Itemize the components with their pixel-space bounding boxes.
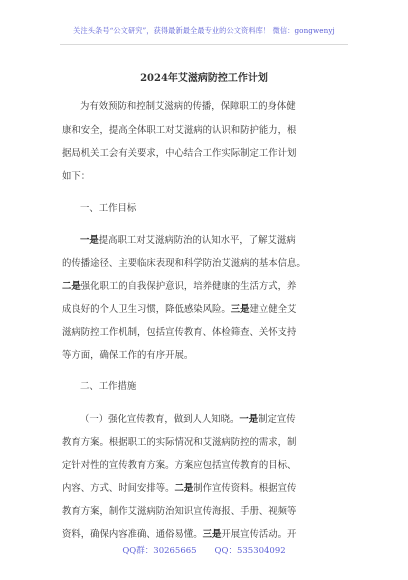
text-run: 滋病防控工作机制，包括宣传教育、体检筛查、关怀支持 xyxy=(62,327,297,338)
footer-qq-group: QQ群：30265665 xyxy=(122,546,197,556)
text-run: 定针对性的宣传教育方案。方案应包括宣传教育的目标、 xyxy=(62,460,297,471)
text-run: 教育方案，制作艾滋病防治知识宣传海报、手册、视频等 xyxy=(62,506,297,517)
text-run: 提高职工对艾滋病防治的认知水平，了解艾滋病 xyxy=(98,235,296,246)
text-run: 为有效预防和控制艾滋病的传播，保障职工的身体健 xyxy=(80,101,296,112)
text-run: 制定宣传 xyxy=(258,414,296,425)
section-heading xyxy=(62,381,346,393)
body-line xyxy=(62,125,346,137)
body-line xyxy=(62,506,346,518)
text-run: 成良好的个人卫生习惯，降低感染风险。 xyxy=(62,304,231,315)
section-heading xyxy=(62,203,346,215)
footer-qq: QQ：535304092 xyxy=(214,546,286,556)
text-run: （一）强化宣传教育，做到人人知晓。 xyxy=(80,414,240,425)
body-line xyxy=(62,350,346,362)
footer-contacts xyxy=(0,544,408,556)
text-run: 资料，确保内容准确、通俗易懂。 xyxy=(62,529,203,540)
text-run: 二、工作措施 xyxy=(80,381,137,392)
bold-marker: 一是 xyxy=(239,414,259,425)
body-line xyxy=(62,304,346,316)
text-run: 内容、方式、时间安排等。 xyxy=(62,483,175,494)
body-line xyxy=(62,281,346,293)
text-run: 强化职工的自我保护意识，培养健康的生活方式，养 xyxy=(80,281,297,292)
body-line xyxy=(62,171,346,183)
document-title: 2024年艾滋病防控工作计划 xyxy=(140,73,268,84)
text-run: 据局机关工会有关要求，中心结合工作实际制定工作计划 xyxy=(62,148,297,159)
text-run: 的传播途径、主要临床表现和科学防治艾滋病的基本信息。 xyxy=(62,258,306,269)
text-run: 如下： xyxy=(62,171,91,182)
body-line xyxy=(62,483,346,495)
text-run: 教育方案。根据职工的实际情况和艾滋病防控的需求，制 xyxy=(62,437,297,448)
text-run: 一、工作目标 xyxy=(80,203,137,214)
bold-marker: 三是 xyxy=(202,529,222,540)
body-line xyxy=(62,258,346,270)
body-line xyxy=(62,460,346,472)
bold-marker: 三是 xyxy=(230,304,250,315)
body-line xyxy=(62,327,346,339)
text-run: 建立健全艾 xyxy=(249,304,297,315)
body-line xyxy=(62,414,346,426)
body-line xyxy=(62,101,346,113)
header-notice: 关注头条号“公文研究”，获得最新最全最专业的公文资料库！ 微信：gongwenyj xyxy=(73,26,335,35)
body-line xyxy=(62,529,346,541)
header-divider xyxy=(60,44,348,45)
bold-marker: 二是 xyxy=(174,483,194,494)
text-run: 康和安全，提高全体职工对艾滋病的认识和防护能力，根 xyxy=(62,125,297,136)
bold-marker: 二是 xyxy=(62,281,81,292)
text-run: 开展宣传活动。开 xyxy=(221,529,297,540)
body-line xyxy=(62,148,346,160)
body-line xyxy=(62,437,346,449)
body-line xyxy=(62,235,346,247)
text-run: 制作宣传资料。根据宣传 xyxy=(193,483,297,494)
bold-marker: 一是 xyxy=(80,235,99,246)
text-run: 等方面，确保工作的有序开展。 xyxy=(62,350,194,361)
